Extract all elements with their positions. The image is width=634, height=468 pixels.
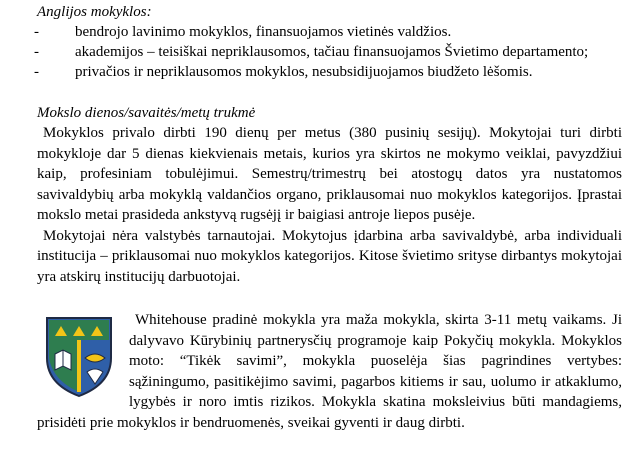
list-item-text: akademijos – teisiškai nepriklausomos, tačiau finansuojamos Švietimo departamento;	[75, 44, 589, 60]
list-dash: -	[34, 24, 39, 40]
school-description-text: Whitehouse pradinė mokykla yra maža mokykla, skirta 3-11 metų vaikams. Ji dalyvavo Kūrybinių partnerysčių programoje kaip Pokyčių mokykla. Mokyklos moto: “Tikėk savimi”, mokykla puoselėja šias pagrindines vertybes: sąžiningumo, pasitikėjimo savimi, pagarbos kitiems ir sau, uolumo ir atkaklumo, lygybės ir noro imtis rizikos. Mokykla skatina moksleivius būti mandagiems, prisidėti prie mokyklos ir bendruomenės, sveikai gyventi ir daug dirbti.	[37, 312, 622, 431]
school-crest-icon	[43, 314, 115, 398]
list-item	[34, 62, 622, 82]
paragraph-teachers: Mokytojai nėra valstybės tarnautojai. Mokytojus įdarbina arba savivaldybė, arba individuali institucija – priklausomai nuo mokyklos kategorijos. Kitose švietimo srityse dirbantys mokytojai yra atskirų institucijų darbuotojai.	[37, 227, 622, 285]
list-item-text: bendrojo lavinimo mokyklos, finansuojamos vietinės valdžios.	[75, 24, 452, 40]
list-item-text: privačios ir nepriklausomos mokyklos, nesubsidijuojamos biudžeto lėšomis.	[75, 64, 533, 80]
school-types-list	[34, 22, 622, 82]
section-heading-school-time: Mokslo dienos/savaitės/metų trukmė	[37, 105, 256, 121]
section-heading-english-schools: Anglijos mokyklos:	[37, 4, 152, 20]
list-item	[34, 42, 622, 62]
school-description-block	[37, 310, 622, 433]
spacer	[37, 82, 622, 103]
list-item	[34, 22, 622, 42]
list-dash: -	[34, 64, 39, 80]
list-dash: -	[34, 44, 39, 60]
document-page	[34, 2, 622, 433]
paragraph-school-days: Mokyklos privalo dirbti 190 dienų per metus (380 pusinių sesijų). Mokytojai turi dirbti mokykloje dar 5 dienas kiekvienais metais, kurios yra skirtos ne mokymo veiklai, pavyzdžiui kaip, profesiniam tobulėjimui. Semestrų/trimestrų bei atostogų datos yra nustatomos savivaldybių arba mokyklą valdančios organo, priklausomai nuo mokyklos kategorijos. Įprastai mokslo metai prasideda ankstyvą rugsėjį ir baigiasi antroje liepos pusėje.	[37, 125, 622, 223]
